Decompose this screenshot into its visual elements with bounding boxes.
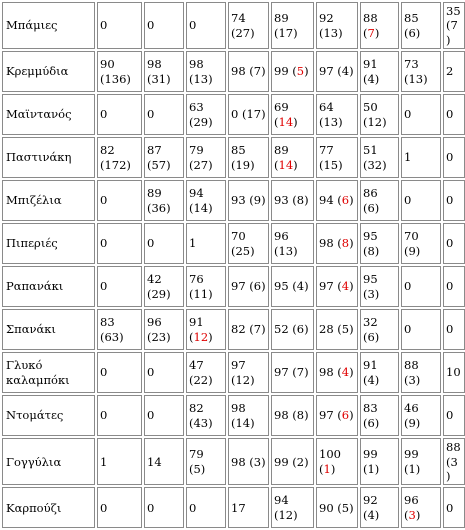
table-cell [186,352,226,393]
cell-value: 0 [147,236,155,251]
cell-value: 95 (8) [363,229,380,258]
cell-value: 88 (3) [404,358,421,387]
table-cell [443,309,465,350]
table-cell [271,94,314,135]
table-cell [186,487,226,528]
cell-value: 100 ( [319,447,341,476]
cell-value: 98 (31) [147,57,171,86]
cell-value: 99 (1) [363,447,380,476]
cell-value: 35 (7) [446,4,461,47]
table-cell [228,309,269,350]
table-cell [186,137,226,178]
table-row [2,2,465,49]
table-cell [97,266,142,307]
cell-value: 95 (3) [363,272,380,301]
cell-value: 0 [147,500,155,515]
cell-value: 94 (12) [274,493,298,522]
table-cell [97,180,142,221]
row-label: Μαϊντανός [2,94,95,135]
table-cell [360,51,399,92]
cell-value: 98 (8) [274,408,309,423]
cell-value: 0 [100,408,108,423]
table-cell [228,180,269,221]
cell-value: 73 (13) [404,57,428,86]
row-label: Κρεμμύδια [2,51,95,92]
table-cell [360,94,399,135]
cell-value: ) [208,329,213,344]
cell-value: 69 ( [274,100,289,129]
table-cell [186,309,226,350]
table-cell [271,487,314,528]
cell-value: 1 [100,454,108,469]
cell-value: 0 [404,279,412,294]
table-cell [316,487,358,528]
cell-value: 1 [189,236,197,251]
table-cell [360,352,399,393]
table-row [2,94,465,135]
cell-value: 88 (3) [446,440,461,483]
table-cell [443,51,465,92]
table-row [2,438,465,485]
table-cell [360,180,399,221]
cell-value: 98 ( [319,236,342,251]
table-cell [316,352,358,393]
highlighted-value: 5 [296,64,305,79]
cell-value: 46 (9) [404,401,421,430]
cell-value: 17 [231,500,246,515]
table-cell [443,2,465,49]
table-cell [443,137,465,178]
table-cell [228,51,269,92]
cell-value: 97 (4) [319,64,354,79]
cell-value: 82 (7) [231,322,266,337]
table-cell [228,487,269,528]
cell-value: ) [374,25,380,40]
table-cell [271,51,314,92]
table-cell [144,223,184,264]
cell-value: 93 (9) [231,193,266,208]
cell-value: 88 ( [363,11,378,40]
cell-value: 50 (12) [363,100,387,129]
cell-value: 70 (25) [231,229,255,258]
cell-value: 0 [189,500,197,515]
cell-value: 83 (6) [363,401,380,430]
table-cell [271,395,314,436]
cell-value: 74 (27) [231,11,255,40]
table-cell [186,180,226,221]
cell-value: 89 (17) [274,11,298,40]
cell-value: 99 ( [274,64,297,79]
table-cell [360,309,399,350]
highlighted-value: 4 [341,279,350,294]
cell-value: 97 ( [319,279,342,294]
table-cell [228,266,269,307]
cell-value: 83 (63) [100,315,124,344]
cell-value: 98 ( [319,365,342,380]
cell-value: 14 [147,454,162,469]
table-cell [401,223,441,264]
cell-value: 89 ( [274,143,289,172]
table-cell [186,223,226,264]
table-cell [144,352,184,393]
cell-value: 82 (172) [100,143,131,172]
cell-value: 63 (29) [189,100,213,129]
cell-value: 98 (3) [231,454,266,469]
table-cell [360,487,399,528]
cell-value: 0 [100,107,108,122]
table-row [2,223,465,264]
cell-value: 91 ( [189,315,204,344]
row-label: Γογγύλια [2,438,95,485]
highlighted-value: 3 [408,507,416,522]
cell-value: 94 (14) [189,186,213,215]
table-cell [401,51,441,92]
table-cell [271,180,314,221]
table-cell [401,395,441,436]
cell-value: 42 (29) [147,272,171,301]
table-cell [144,2,184,49]
cell-value: 77 (15) [319,143,343,172]
table-cell [401,309,441,350]
cell-value: 0 [404,193,412,208]
table-cell [228,223,269,264]
table-cell [97,352,142,393]
cell-value: 10 [446,365,461,380]
table-row [2,266,465,307]
cell-value: ) [415,507,421,522]
table-cell [401,352,441,393]
cell-value: 93 (8) [274,193,309,208]
cell-value: 91 (4) [363,57,380,86]
table-row [2,51,465,92]
cell-value: 0 [446,408,454,423]
cell-value: 0 [404,107,412,122]
cell-value: 0 [189,18,197,33]
cell-value: 95 (4) [274,279,309,294]
cell-value: 0 [446,279,454,294]
table-cell [97,51,142,92]
table-cell [144,137,184,178]
table-cell [144,309,184,350]
table-cell [316,223,358,264]
highlighted-value: 4 [341,365,350,380]
table-cell [271,137,314,178]
cell-value: 0 [446,107,454,122]
table-cell [186,51,226,92]
cell-value: 0 [446,236,454,251]
cell-value: 0 [100,18,108,33]
cell-value: 97 (6) [231,279,266,294]
cell-value: 79 (5) [189,447,206,476]
cell-value: 51 (32) [363,143,387,172]
table-cell [316,2,358,49]
cell-value: 91 (4) [363,358,380,387]
cell-value: 0 [446,150,454,165]
cell-value: 99 (2) [274,454,309,469]
cell-value: 0 [147,365,155,380]
table-cell [97,2,142,49]
highlighted-value: 1 [323,461,331,476]
table-cell [443,352,465,393]
table-cell [316,51,358,92]
row-label: Ραπανάκι [2,266,95,307]
cell-value: 79 (27) [189,143,213,172]
cell-value: 97 (12) [231,358,255,387]
cell-value: ) [293,114,298,129]
table-body [2,2,465,528]
cell-value: 0 [100,365,108,380]
table-cell [271,266,314,307]
table-cell [401,266,441,307]
cell-value: 76 (11) [189,272,213,301]
cell-value: ) [304,64,309,79]
table-cell [443,223,465,264]
row-label: Πιπεριές [2,223,95,264]
table-cell [316,395,358,436]
table-cell [228,395,269,436]
table-cell [97,94,142,135]
cell-value: 98 (14) [231,401,255,430]
cell-value: 52 (6) [274,322,309,337]
table-cell [316,94,358,135]
table-cell [97,223,142,264]
cell-value: 0 [404,322,412,337]
cell-value: ) [293,157,298,172]
row-label: Παστινάκη [2,137,95,178]
row-label: Καρπούζι [2,487,95,528]
cell-value: 94 ( [319,193,342,208]
table-cell [228,2,269,49]
cell-value: 96 (13) [274,229,298,258]
table-cell [443,266,465,307]
highlighted-value: 7 [367,25,375,40]
cell-value: ) [349,193,354,208]
cell-value: 0 [446,500,454,515]
cell-value: 82 (43) [189,401,213,430]
cell-value: 96 (23) [147,315,171,344]
row-label: Μπιζέλια [2,180,95,221]
table-cell [271,2,314,49]
table-cell [186,2,226,49]
table-row [2,487,465,528]
cell-value: 0 [446,322,454,337]
row-label: Μπάμιες [2,2,95,49]
table-cell [443,94,465,135]
cell-value: 0 [100,236,108,251]
table-cell [401,94,441,135]
row-label: Ντομάτες [2,395,95,436]
table-row [2,180,465,221]
table-cell [97,487,142,528]
cell-value: 90 (5) [319,500,354,515]
table-cell [97,137,142,178]
cell-value: 85 (6) [404,11,421,40]
highlighted-value: 14 [278,157,294,172]
cell-value: 28 (5) [319,322,354,337]
table-cell [316,137,358,178]
cell-value: 0 [100,279,108,294]
table-cell [186,94,226,135]
cell-value: ) [349,408,354,423]
table-cell [97,309,142,350]
table-cell [316,180,358,221]
cell-value: ) [330,461,336,476]
cell-value: 99 (1) [404,447,421,476]
cell-value: 90 (136) [100,57,131,86]
table-row [2,395,465,436]
table-cell [228,94,269,135]
cell-value: 1 [404,150,412,165]
table-cell [97,438,142,485]
table-cell [271,223,314,264]
table-cell [360,223,399,264]
table-cell [186,395,226,436]
row-label: Σπανάκι [2,309,95,350]
cell-value: ) [349,279,354,294]
highlighted-value: 6 [341,193,350,208]
cell-value: ) [349,236,354,251]
table-cell [360,2,399,49]
table-cell [97,395,142,436]
table-cell [144,180,184,221]
table-cell [228,352,269,393]
cell-value: 92 (4) [363,493,380,522]
table-cell [144,51,184,92]
table-cell [228,137,269,178]
table-cell [186,438,226,485]
cell-value: 98 (7) [231,64,266,79]
table-cell [443,487,465,528]
cell-value: 0 (17) [231,107,266,122]
cell-value: 92 (13) [319,11,343,40]
table-cell [271,309,314,350]
table-cell [316,309,358,350]
table-cell [186,266,226,307]
table-cell [144,487,184,528]
table-cell [443,180,465,221]
table-cell [144,94,184,135]
table-cell [144,266,184,307]
cell-value: 87 (57) [147,143,171,172]
table-cell [443,395,465,436]
table-cell [401,137,441,178]
table-cell [360,137,399,178]
cell-value: 0 [446,193,454,208]
cell-value: 0 [147,18,155,33]
cell-value: 64 (13) [319,100,343,129]
table-cell [228,438,269,485]
cell-value: 0 [100,193,108,208]
cell-value: 97 ( [319,408,342,423]
table-row [2,352,465,393]
cell-value: 98 (13) [189,57,213,86]
row-label: Γλυκό καλαμπόκι [2,352,95,393]
cell-value: 86 (6) [363,186,380,215]
cell-value: 47 (22) [189,358,213,387]
cell-value: 70 (9) [404,229,421,258]
highlighted-value: 8 [341,236,350,251]
table-cell [401,180,441,221]
table-cell [316,438,358,485]
table-cell [316,266,358,307]
cell-value: 85 (19) [231,143,255,172]
table-cell [401,2,441,49]
table-cell [271,438,314,485]
table-row [2,137,465,178]
highlighted-value: 14 [278,114,294,129]
cell-value: 2 [446,64,454,79]
highlighted-value: 12 [193,329,209,344]
table-cell [144,395,184,436]
cell-value: 32 (6) [363,315,380,344]
highlighted-value: 6 [341,408,350,423]
table-cell [401,438,441,485]
cell-value: ) [349,365,354,380]
cell-value: 89 (36) [147,186,171,215]
table-cell [144,438,184,485]
cell-value: 0 [100,500,108,515]
table-cell [401,487,441,528]
cell-value: 96 ( [404,493,419,522]
table-cell [360,395,399,436]
table-cell [271,352,314,393]
table-cell [360,266,399,307]
table-row [2,309,465,350]
table-cell [443,438,465,485]
table-cell [360,438,399,485]
cell-value: 0 [147,408,155,423]
cell-value: 0 [147,107,155,122]
cell-value: 97 (7) [274,365,309,380]
